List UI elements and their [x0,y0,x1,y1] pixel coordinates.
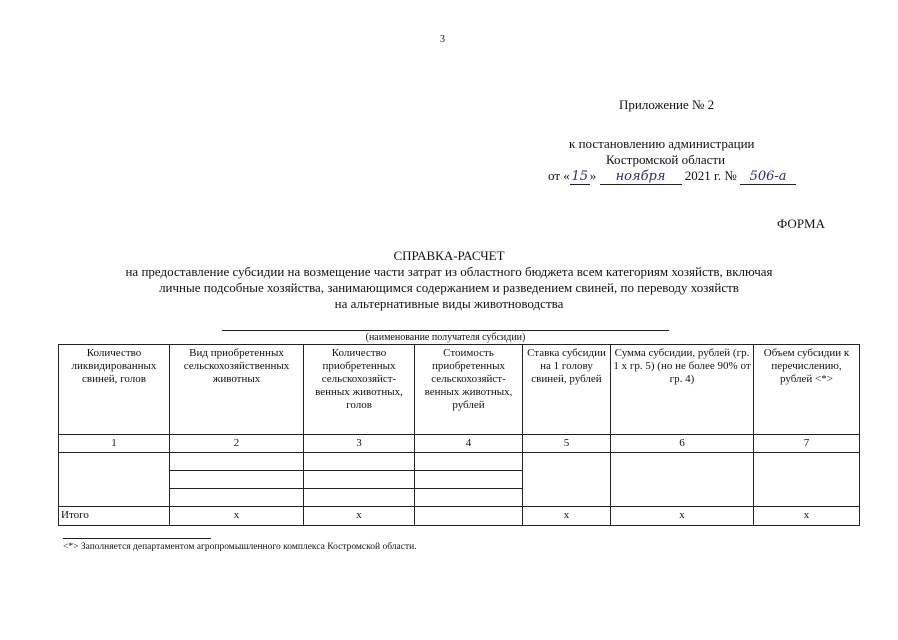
total-cell: х [170,507,304,526]
empty-cell[interactable] [170,471,304,489]
empty-cell[interactable] [415,471,523,489]
empty-cell[interactable] [754,453,860,507]
title-line-2: личные подсобные хозяйства, занимающимся содержанием и разведением свиней, по переводу хозяйств [159,280,739,295]
resolution-date-line [548,168,796,185]
header-cell: Количество ликвидированных свиней, голов [59,345,170,435]
footnote-divider [63,538,211,539]
header-cell: Сумма субсидии, рублей (гр. 1 x гр. 5) (но не более 90% от гр. 4) [611,345,754,435]
document-title [0,248,898,312]
header-cell: Стоимость приобретенных сельскохозяйст- венных животных, рублей [415,345,523,435]
column-number: 1 [59,435,170,453]
handwritten-day: 15 [571,169,589,184]
recipient-caption: (наименование получателя субсидии) [365,332,526,343]
empty-cell[interactable] [170,489,304,507]
title-line-1: на предоставление субсидии на возмещение части затрат из областного бюджета всем категориям хозяйств, включая [125,264,773,279]
empty-cell[interactable] [523,453,611,507]
header-cell: Ставка субсидии на 1 голову свиней, рублей [523,345,611,435]
column-number: 5 [523,435,611,453]
empty-cell[interactable] [170,453,304,471]
header-cell: Объем субсидии к перечислению, рублей <*> [754,345,860,435]
handwritten-month: ноября [600,170,682,185]
handwritten-doc-number: 506-а [740,170,796,185]
column-number: 7 [754,435,860,453]
empty-cell[interactable] [304,489,415,507]
resolution-reference [567,136,837,168]
empty-cell[interactable] [611,453,754,507]
total-cell: х [611,507,754,526]
date-year: 2021 г. № [684,168,737,183]
total-cell: х [754,507,860,526]
column-number: 2 [170,435,304,453]
column-number-row [59,435,860,453]
resolution-line-2: Костромской области [606,152,726,167]
column-number: 3 [304,435,415,453]
recipient-name-field[interactable] [222,330,669,331]
date-mid: » [589,168,597,183]
table-row [59,453,860,471]
header-cell: Вид приобретенных сельскохозяйственных животных [170,345,304,435]
column-number: 6 [611,435,754,453]
title-heading: СПРАВКА-РАСЧЕТ [393,248,505,263]
total-cell[interactable] [415,507,523,526]
total-row [59,507,860,526]
resolution-line-1: к постановлению администрации [569,136,755,151]
empty-cell[interactable] [304,471,415,489]
table-header-row [59,345,860,435]
empty-cell[interactable] [304,453,415,471]
page-number: 3 [440,34,445,45]
title-line-3: на альтернативные виды животноводства [334,296,564,311]
forma-label: ФОРМА [777,216,825,231]
total-cell: х [304,507,415,526]
date-prefix: от « [548,168,570,183]
total-label: Итого [59,507,170,526]
total-cell: х [523,507,611,526]
empty-cell[interactable] [59,453,170,507]
empty-cell[interactable] [415,489,523,507]
header-cell: Количество приобретенных сельскохозяйст- венных животных, голов [304,345,415,435]
column-number: 4 [415,435,523,453]
footnote: <*> Заполняется департаментом агропромышленного комплекса Костромской области. [63,542,417,552]
empty-cell[interactable] [415,453,523,471]
appendix-label: Приложение № 2 [619,97,715,112]
calculation-table [58,344,860,526]
